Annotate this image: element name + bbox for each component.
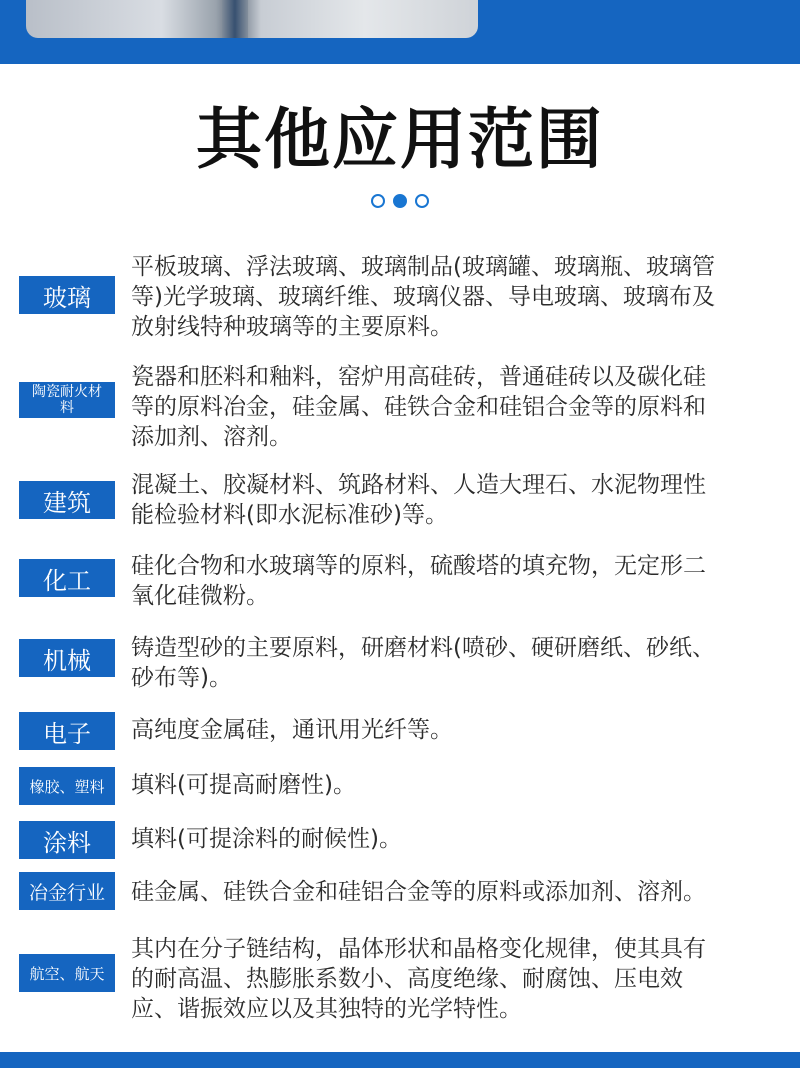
category-tag-machinery: 机械 — [19, 639, 115, 677]
category-tag-glass: 玻璃 — [19, 276, 115, 314]
bottom-banner — [0, 1052, 800, 1068]
carousel-dot-active[interactable] — [393, 194, 407, 208]
category-tag-electronics: 电子 — [19, 712, 115, 750]
category-desc-coatings: 填料(可提涂料的耐候性)。 — [131, 826, 402, 852]
category-tag-chemical: 化工 — [19, 559, 115, 597]
category-tag-coatings: 涂料 — [19, 821, 115, 859]
category-desc-rubber-plastic: 填料(可提高耐磨性)。 — [131, 772, 356, 798]
carousel-dots — [0, 194, 800, 208]
category-desc-construction: 混凝土、胶凝材料、筑路材料、人造大理石、水泥物理性 能检验材料(即水泥标准砂)等。 — [131, 472, 706, 528]
category-desc-aerospace: 其内在分子链结构，晶体形状和晶格变化规律，使其具有 的耐高温、热膨胀系数小、高度绝缘、耐腐蚀、压电效 应、谐振效应以及其独特的光学特性。 — [131, 936, 706, 1022]
category-tag-construction: 建筑 — [19, 481, 115, 519]
category-tag-metallurgy: 冶金行业 — [19, 872, 115, 910]
category-tag-rubber-plastic: 橡胶、塑料 — [19, 767, 115, 805]
category-desc-glass: 平板玻璃、浮法玻璃、玻璃制品(玻璃罐、玻璃瓶、玻璃管 等)光学玻璃、玻璃纤维、玻璃仪器、导电玻璃、玻璃布及 放射线特种玻璃等的主要原料。 — [131, 254, 715, 340]
carousel-dot[interactable] — [415, 194, 429, 208]
carousel-dot[interactable] — [371, 194, 385, 208]
category-desc-machinery: 铸造型砂的主要原料，研磨材料(喷砂、硬研磨纸、砂纸、 砂布等)。 — [131, 635, 715, 691]
product-photo — [26, 0, 478, 38]
category-desc-chemical: 硅化合物和水玻璃等的原料，硫酸塔的填充物，无定形二 氧化硅微粉。 — [131, 553, 706, 609]
page-title: 其他应用范围 — [196, 101, 604, 178]
category-desc-ceramics: 瓷器和胚料和釉料，窑炉用高硅砖，普通硅砖以及碳化硅 等的原料冶金，硅金属、硅铁合金和硅铝合金等的原料和 添加剂、溶剂。 — [131, 364, 706, 450]
product-photo-shade — [222, 0, 248, 38]
category-desc-electronics: 高纯度金属硅，通讯用光纤等。 — [131, 717, 453, 743]
category-tag-ceramics: 陶瓷耐火材料 — [19, 382, 115, 418]
category-desc-metallurgy: 硅金属、硅铁合金和硅铝合金等的原料或添加剂、溶剂。 — [131, 879, 706, 905]
category-tag-aerospace: 航空、航天 — [19, 954, 115, 992]
